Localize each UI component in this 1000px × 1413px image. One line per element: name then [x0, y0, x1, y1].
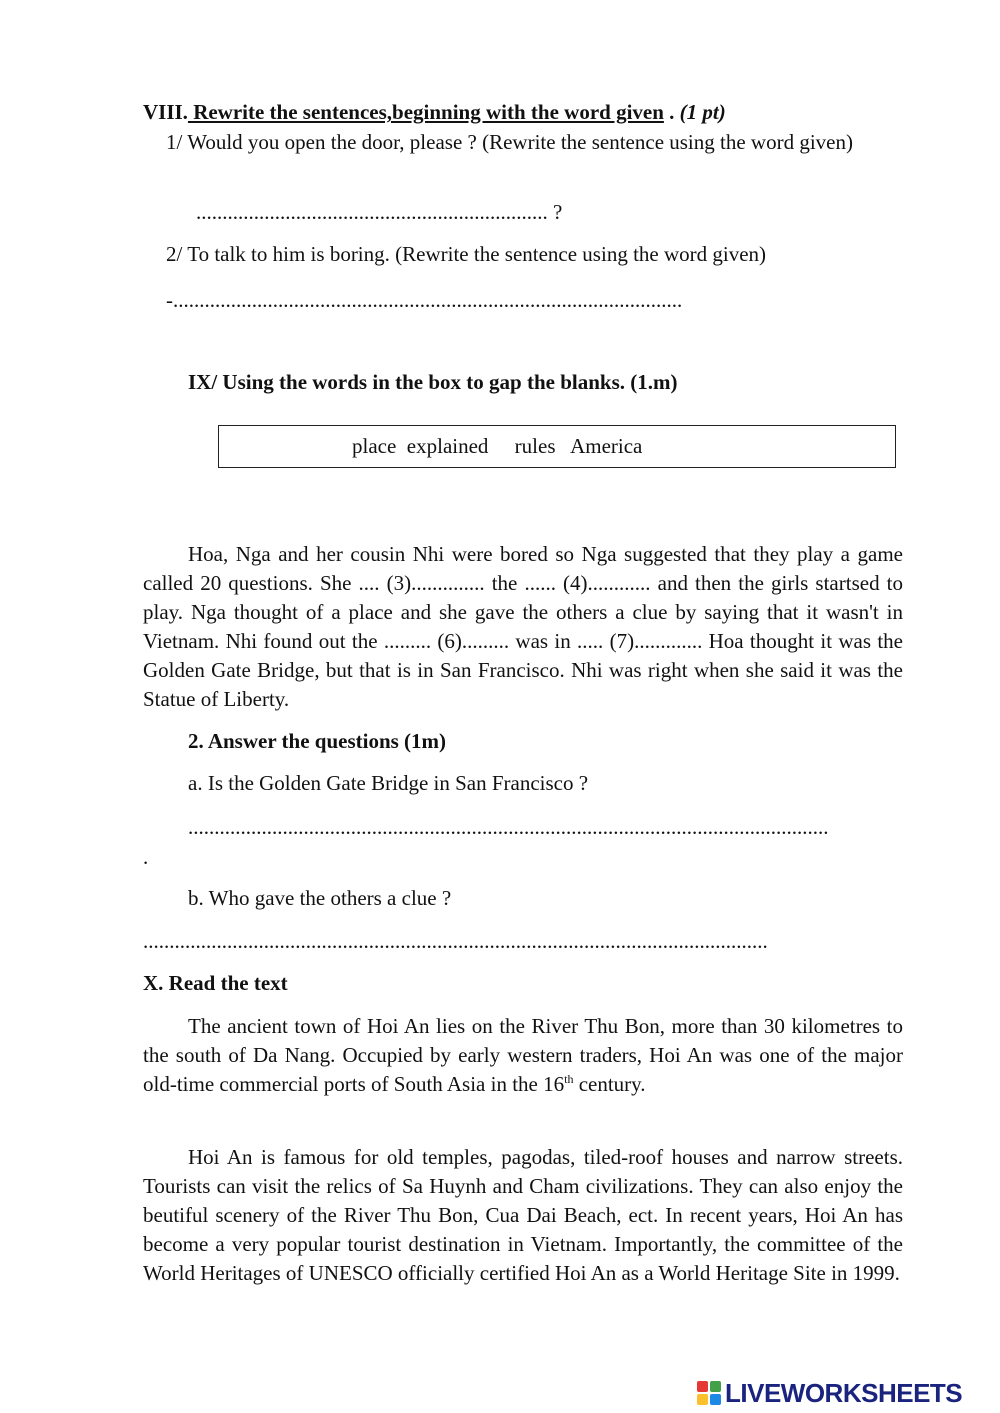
liveworksheets-logo — [697, 1378, 962, 1408]
answer-line-a-tail: . — [143, 845, 149, 869]
section8-answer-line-1[interactable]: ................................................................... ? — [196, 200, 563, 224]
section8-heading — [143, 100, 726, 125]
section8-dot: . — [663, 100, 680, 124]
section10-heading: X. Read the text — [143, 971, 288, 995]
question-b: b. Who gave the others a clue ? — [188, 886, 452, 910]
word-box — [218, 425, 896, 468]
section8-title: Rewrite the sentences,beginning with the word given — [187, 100, 664, 124]
answer-line-b[interactable]: ....................................................................................................................... — [143, 929, 768, 953]
section8-question-2: 2/ To talk to him is boring. (Rewrite the sentence using the word given) — [166, 242, 767, 266]
section9-heading: IX/ Using the words in the box to gap the blanks. (1.m) — [188, 370, 678, 394]
section8-number: VIII. — [143, 100, 188, 124]
section8-points: (1 pt) — [679, 100, 726, 124]
logo-mark-icon — [697, 1381, 721, 1405]
question-a: a. Is the Golden Gate Bridge in San Francisco ? — [188, 771, 589, 795]
section8-answer-line-2[interactable]: -................................................................................................. — [166, 288, 683, 312]
section10-paragraph-1: The ancient town of Hoi An lies on the River Thu Bon, more than 30 kilometres to the south of Da Nang. Occupied by early western traders, Hoi An was one of the major old-time commercial ports of South Asia in the 16th century. — [143, 1014, 903, 1096]
answer-line-a[interactable]: .......................................................................................................................... — [188, 815, 829, 839]
section10-paragraph-2: Hoi An is famous for old temples, pagodas, tiled-roof houses and narrow streets. Tourists can visit the relics of Sa Huynh and Cham civilizations. They can also enjoy the beutiful scenery of the River Thu Bon, Cua Dai Beach, ect. In recent years, Hoi An has become a very popular tourist destination in Vietnam. Importantly, the committee of the World Heritages of UNESCO officially certified Hoi An as a World Heritage Site in 1999. — [143, 1145, 903, 1285]
section8-question-1: 1/ Would you open the door, please ? (Rewrite the sentence using the word given) — [166, 130, 853, 154]
logo-text: LIVEWORKSHEETS — [725, 1377, 963, 1408]
section9-questions-heading: 2. Answer the questions (1m) — [188, 729, 447, 753]
word-box-words: place explained rules America — [352, 434, 643, 458]
superscript-th: th — [564, 1072, 574, 1086]
section9-passage: Hoa, Nga and her cousin Nhi were bored so Nga suggested that they play a game called 20 questions. She .... (3).............. the ...... (4)............ and then the girls startsed to play. Nga thought of a place and she gave the others a clue by saying that it wasn't in Vietnam. Nhi found out the ......... (6)......... was in ..... (7)............. Hoa thought it was the Golden Gate Bridge, but that is in San Francisco. Nhi was right when she said it was the Statue of Liberty. — [143, 542, 903, 711]
